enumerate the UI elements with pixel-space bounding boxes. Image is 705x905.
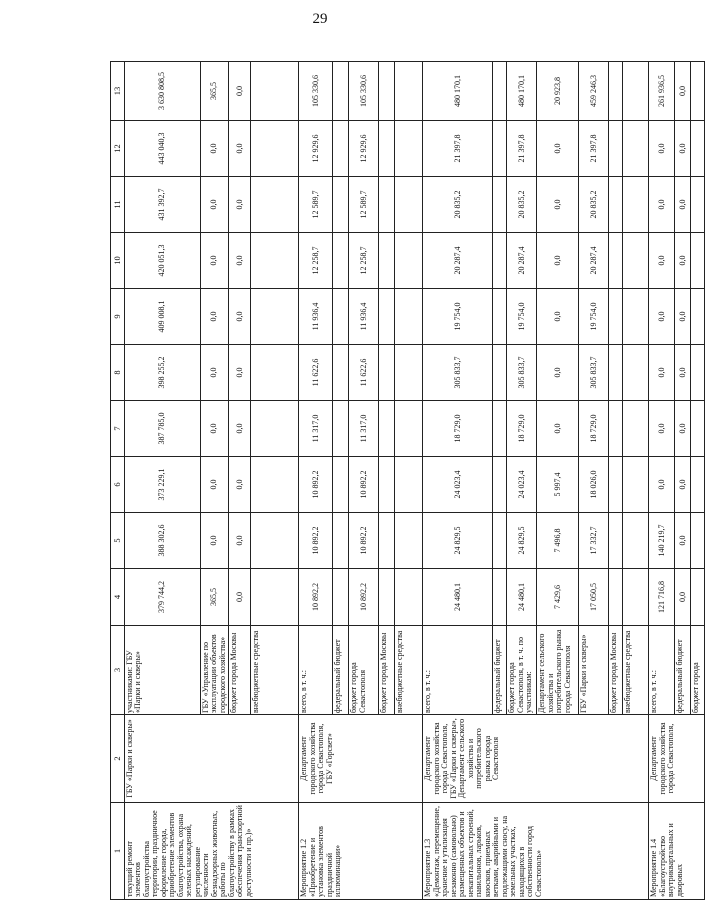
funding-source-cell: бюджет города xyxy=(691,626,705,715)
amount-cell xyxy=(623,513,649,569)
amount-cell: 0,0 xyxy=(229,177,251,233)
funding-source-cell: федеральный бюджет xyxy=(333,626,349,715)
amount-cell xyxy=(395,569,423,626)
amount-cell xyxy=(609,177,623,233)
measure-name-cell: Мероприятие 1.2 «Приобретение и установка элементов праздничной иллюминации» xyxy=(299,803,423,900)
amount-cell: 24 480,1 xyxy=(507,569,537,626)
amount-cell xyxy=(623,121,649,177)
amount-cell: 18 729,0 xyxy=(579,401,609,457)
amount-cell xyxy=(691,177,705,233)
amount-cell: 409 008,1 xyxy=(125,289,201,345)
amount-cell: 12 589,7 xyxy=(299,177,333,233)
amount-cell: 24 829,5 xyxy=(507,513,537,569)
col-header: 9 xyxy=(111,289,125,345)
amount-cell xyxy=(493,513,507,569)
funding-source-cell: всего, в т. ч.: xyxy=(423,626,493,715)
amount-cell: 0,0 xyxy=(675,401,691,457)
amount-cell xyxy=(691,233,705,289)
amount-cell: 0,0 xyxy=(675,289,691,345)
amount-cell: 10 892,2 xyxy=(299,513,333,569)
amount-cell: 12 929,6 xyxy=(349,121,379,177)
amount-cell xyxy=(251,401,299,457)
amount-cell xyxy=(251,345,299,401)
amount-cell: 420 051,3 xyxy=(125,233,201,289)
amount-cell xyxy=(395,177,423,233)
amount-cell: 0,0 xyxy=(649,457,675,513)
amount-cell: 11 936,4 xyxy=(299,289,333,345)
amount-cell xyxy=(395,121,423,177)
amount-cell xyxy=(493,289,507,345)
amount-cell: 3 630 808,5 xyxy=(125,62,201,121)
amount-cell xyxy=(251,513,299,569)
amount-cell xyxy=(609,513,623,569)
table-row xyxy=(423,62,493,900)
amount-cell: 305 833,7 xyxy=(423,345,493,401)
funding-source-cell: внебюджетные средства xyxy=(395,626,423,715)
amount-cell xyxy=(251,121,299,177)
amount-cell: 10 892,2 xyxy=(299,457,333,513)
amount-cell: 0,0 xyxy=(229,233,251,289)
amount-cell: 105 330,6 xyxy=(349,62,379,121)
amount-cell: 11 317,0 xyxy=(299,401,333,457)
amount-cell xyxy=(379,569,395,626)
col-header: 7 xyxy=(111,401,125,457)
amount-cell xyxy=(333,513,349,569)
measure-name-cell: Мероприятие 1.4 «Благоустройство внутриквартальных и дворовых xyxy=(649,803,705,900)
amount-cell: 0,0 xyxy=(675,62,691,121)
amount-cell xyxy=(251,233,299,289)
funding-source-cell: Департамент сельского хозяйства и потребительского рынка города Севастополя xyxy=(537,626,579,715)
amount-cell: 0,0 xyxy=(675,457,691,513)
amount-cell: 387 785,0 xyxy=(125,401,201,457)
amount-cell: 0,0 xyxy=(675,513,691,569)
amount-cell: 18 026,0 xyxy=(579,457,609,513)
funding-source-cell: бюджет города Москвы xyxy=(609,626,623,715)
executor-cell: Департамент городского хозяйства города Севастополя, ГБУ «Горсвет» xyxy=(299,715,423,803)
col-header: 10 xyxy=(111,233,125,289)
amount-cell xyxy=(493,62,507,121)
amount-cell xyxy=(609,345,623,401)
amount-cell: 19 754,0 xyxy=(423,289,493,345)
amount-cell xyxy=(395,401,423,457)
amount-cell: 24 023,4 xyxy=(423,457,493,513)
amount-cell xyxy=(379,121,395,177)
amount-cell: 0,0 xyxy=(229,345,251,401)
amount-cell: 0,0 xyxy=(675,233,691,289)
col-header: 4 xyxy=(111,569,125,626)
amount-cell: 443 040,3 xyxy=(125,121,201,177)
funding-source-cell: федеральный бюджет xyxy=(675,626,691,715)
amount-cell: 0,0 xyxy=(229,457,251,513)
amount-cell: 19 754,0 xyxy=(507,289,537,345)
amount-cell xyxy=(333,345,349,401)
amount-cell xyxy=(623,457,649,513)
amount-cell: 19 754,0 xyxy=(579,289,609,345)
amount-cell: 480 170,1 xyxy=(423,62,493,121)
amount-cell: 373 229,1 xyxy=(125,457,201,513)
amount-cell: 20 835,2 xyxy=(423,177,493,233)
amount-cell: 11 622,6 xyxy=(299,345,333,401)
col-header: 8 xyxy=(111,345,125,401)
amount-cell xyxy=(493,345,507,401)
amount-cell: 388 302,6 xyxy=(125,513,201,569)
amount-cell xyxy=(623,401,649,457)
amount-cell: 24 023,4 xyxy=(507,457,537,513)
amount-cell xyxy=(379,345,395,401)
amount-cell xyxy=(395,457,423,513)
amount-cell: 5 997,4 xyxy=(537,457,579,513)
amount-cell xyxy=(333,289,349,345)
amount-cell xyxy=(609,289,623,345)
amount-cell: 0,0 xyxy=(649,401,675,457)
amount-cell: 0,0 xyxy=(649,121,675,177)
amount-cell: 21 397,8 xyxy=(423,121,493,177)
amount-cell: 11 622,6 xyxy=(349,345,379,401)
amount-cell xyxy=(379,233,395,289)
amount-cell: 0,0 xyxy=(537,345,579,401)
amount-cell: 0,0 xyxy=(675,569,691,626)
amount-cell xyxy=(691,457,705,513)
amount-cell: 0,0 xyxy=(537,233,579,289)
measure-name-cell: текущий ремонт элементов благоустройства территории, праздничное оформление города, приобретение элементов благоустройства, охрана зеленых насаждений, регулирование численности безнадзорных животных, работы по благоустройству в рамках обеспечения транспортной доступности и пр.)» xyxy=(125,803,299,900)
amount-cell xyxy=(379,177,395,233)
amount-cell xyxy=(609,569,623,626)
amount-cell: 24 480,1 xyxy=(423,569,493,626)
amount-cell xyxy=(333,401,349,457)
amount-cell: 0,0 xyxy=(229,62,251,121)
amount-cell: 20 287,4 xyxy=(579,233,609,289)
amount-cell: 0,0 xyxy=(229,289,251,345)
funding-source-cell: ГБУ «Парки и скверы» xyxy=(579,626,609,715)
funding-source-cell: бюджет города Москвы xyxy=(379,626,395,715)
amount-cell xyxy=(623,62,649,121)
measure-name-cell: Мероприятие 1.3 «Демонтаж, перемещение, хранение и утилизация незаконно (самовольно) размещенных объектов и некапитальных строений, павильонов, ларьков, киосков, приемных ветками, аварийными и подлежащими сносу, на земельных участках, находящихся в собственности город Севастополь» xyxy=(423,803,649,900)
executor-cell: Департамент городского хозяйства города Севастополя, ГБУ «Парки и скверы», Департамент сельского хозяйства и потребительского рынка города Севастополя xyxy=(423,715,649,803)
amount-cell: 17 050,5 xyxy=(579,569,609,626)
amount-cell xyxy=(609,121,623,177)
amount-cell xyxy=(493,569,507,626)
rotated-table-frame xyxy=(110,62,701,900)
funding-source-cell: бюджет города Севастополя, в т. ч. по участникам: xyxy=(507,626,537,715)
amount-cell: 20 287,4 xyxy=(507,233,537,289)
amount-cell: 140 219,7 xyxy=(649,513,675,569)
amount-cell: 0,0 xyxy=(675,121,691,177)
amount-cell xyxy=(493,121,507,177)
amount-cell xyxy=(251,177,299,233)
funding-source-cell: внебюджетные средства xyxy=(251,626,299,715)
amount-cell xyxy=(609,62,623,121)
amount-cell: 18 729,0 xyxy=(507,401,537,457)
amount-cell xyxy=(251,62,299,121)
amount-cell: 21 397,8 xyxy=(507,121,537,177)
amount-cell: 0,0 xyxy=(537,401,579,457)
amount-cell: 398 255,2 xyxy=(125,345,201,401)
col-header: 3 xyxy=(111,626,125,715)
amount-cell: 0,0 xyxy=(537,121,579,177)
executor-cell: ГБУ «Парки и скверы» xyxy=(125,715,299,803)
amount-cell xyxy=(493,401,507,457)
rotated-table-area xyxy=(110,62,701,900)
col-header: 6 xyxy=(111,457,125,513)
amount-cell xyxy=(493,233,507,289)
amount-cell: 0,0 xyxy=(201,513,229,569)
funding-source-cell: всего, в т. ч.: xyxy=(649,626,675,715)
amount-cell: 0,0 xyxy=(229,121,251,177)
amount-cell: 305 833,7 xyxy=(507,345,537,401)
amount-cell: 459 246,3 xyxy=(579,62,609,121)
amount-cell xyxy=(623,569,649,626)
funding-source-cell: всего, в т. ч.: xyxy=(299,626,333,715)
amount-cell xyxy=(333,62,349,121)
table-row xyxy=(649,62,675,900)
amount-cell: 305 833,7 xyxy=(579,345,609,401)
amount-cell: 431 392,7 xyxy=(125,177,201,233)
col-header: 12 xyxy=(111,121,125,177)
amount-cell: 261 936,5 xyxy=(649,62,675,121)
amount-cell xyxy=(691,513,705,569)
amount-cell xyxy=(691,569,705,626)
amount-cell xyxy=(395,289,423,345)
funding-source-cell: федеральный бюджет xyxy=(493,626,507,715)
amount-cell: 0,0 xyxy=(201,177,229,233)
amount-cell xyxy=(493,177,507,233)
funding-source-cell: ГБУ «Управление по эксплуатации объектов городского хозяйства» xyxy=(201,626,229,715)
amount-cell: 10 892,2 xyxy=(349,569,379,626)
funding-source-cell: внебюджетные средства xyxy=(623,626,649,715)
col-header: 13 xyxy=(111,62,125,121)
amount-cell: 12 589,7 xyxy=(349,177,379,233)
amount-cell: 10 892,2 xyxy=(349,513,379,569)
amount-cell: 0,0 xyxy=(649,345,675,401)
amount-cell: 105 330,6 xyxy=(299,62,333,121)
col-header: 1 xyxy=(111,803,125,900)
amount-cell: 0,0 xyxy=(675,345,691,401)
amount-cell: 0,0 xyxy=(229,513,251,569)
table-row xyxy=(299,62,333,900)
amount-cell: 12 258,7 xyxy=(299,233,333,289)
amount-cell xyxy=(333,457,349,513)
amount-cell xyxy=(251,457,299,513)
col-header: 5 xyxy=(111,513,125,569)
amount-cell: 7 496,8 xyxy=(537,513,579,569)
amount-cell xyxy=(395,513,423,569)
amount-cell: 0,0 xyxy=(201,233,229,289)
amount-cell xyxy=(609,401,623,457)
page-number: 29 xyxy=(312,11,328,27)
amount-cell xyxy=(493,457,507,513)
budget-table xyxy=(110,61,705,900)
amount-cell: 10 892,2 xyxy=(349,457,379,513)
amount-cell xyxy=(691,345,705,401)
amount-cell: 7 429,6 xyxy=(537,569,579,626)
amount-cell: 17 332,7 xyxy=(579,513,609,569)
amount-cell xyxy=(379,62,395,121)
amount-cell: 0,0 xyxy=(201,289,229,345)
amount-cell xyxy=(379,289,395,345)
amount-cell: 0,0 xyxy=(201,401,229,457)
amount-cell xyxy=(691,62,705,121)
amount-cell xyxy=(609,457,623,513)
funding-source-cell: бюджет города Москвы xyxy=(229,626,251,715)
amount-cell xyxy=(691,289,705,345)
col-header: 11 xyxy=(111,177,125,233)
amount-cell: 12 258,7 xyxy=(349,233,379,289)
amount-cell: 11 936,4 xyxy=(349,289,379,345)
amount-cell: 0,0 xyxy=(201,121,229,177)
amount-cell: 379 744,2 xyxy=(125,569,201,626)
amount-cell: 0,0 xyxy=(537,177,579,233)
amount-cell: 10 892,2 xyxy=(299,569,333,626)
amount-cell xyxy=(623,289,649,345)
amount-cell xyxy=(609,233,623,289)
amount-cell xyxy=(333,177,349,233)
amount-cell xyxy=(379,401,395,457)
amount-cell: 11 317,0 xyxy=(349,401,379,457)
amount-cell xyxy=(333,569,349,626)
amount-cell: 480 170,1 xyxy=(507,62,537,121)
amount-cell: 0,0 xyxy=(537,289,579,345)
amount-cell: 365,5 xyxy=(201,62,229,121)
executor-cell: Департамент городского хозяйства города Севастополя, xyxy=(649,715,705,803)
amount-cell xyxy=(379,457,395,513)
amount-cell xyxy=(623,233,649,289)
amount-cell xyxy=(251,289,299,345)
amount-cell: 0,0 xyxy=(649,233,675,289)
amount-cell: 12 929,6 xyxy=(299,121,333,177)
amount-cell: 0,0 xyxy=(649,177,675,233)
amount-cell: 24 829,5 xyxy=(423,513,493,569)
amount-cell xyxy=(333,233,349,289)
amount-cell xyxy=(379,513,395,569)
amount-cell: 20 835,2 xyxy=(579,177,609,233)
amount-cell xyxy=(623,345,649,401)
amount-cell xyxy=(691,401,705,457)
amount-cell xyxy=(251,569,299,626)
amount-cell: 0,0 xyxy=(649,289,675,345)
amount-cell xyxy=(395,345,423,401)
funding-source-cell: бюджет города Севастополя xyxy=(349,626,379,715)
amount-cell: 20 287,4 xyxy=(423,233,493,289)
table-row xyxy=(125,62,201,900)
amount-cell xyxy=(395,62,423,121)
header-row xyxy=(111,62,125,900)
funding-source-cell: участниками: ГБУ «Парки и скверы» xyxy=(125,626,201,715)
amount-cell: 20 923,8 xyxy=(537,62,579,121)
amount-cell: 20 835,2 xyxy=(507,177,537,233)
amount-cell: 121 716,8 xyxy=(649,569,675,626)
amount-cell xyxy=(333,121,349,177)
amount-cell: 0,0 xyxy=(229,401,251,457)
amount-cell: 0,0 xyxy=(675,177,691,233)
amount-cell xyxy=(395,233,423,289)
amount-cell: 365,5 xyxy=(201,569,229,626)
amount-cell xyxy=(691,121,705,177)
amount-cell: 0,0 xyxy=(229,569,251,626)
amount-cell xyxy=(623,177,649,233)
amount-cell: 0,0 xyxy=(201,345,229,401)
amount-cell: 18 729,0 xyxy=(423,401,493,457)
amount-cell: 21 397,8 xyxy=(579,121,609,177)
col-header: 2 xyxy=(111,715,125,803)
amount-cell: 0,0 xyxy=(201,457,229,513)
